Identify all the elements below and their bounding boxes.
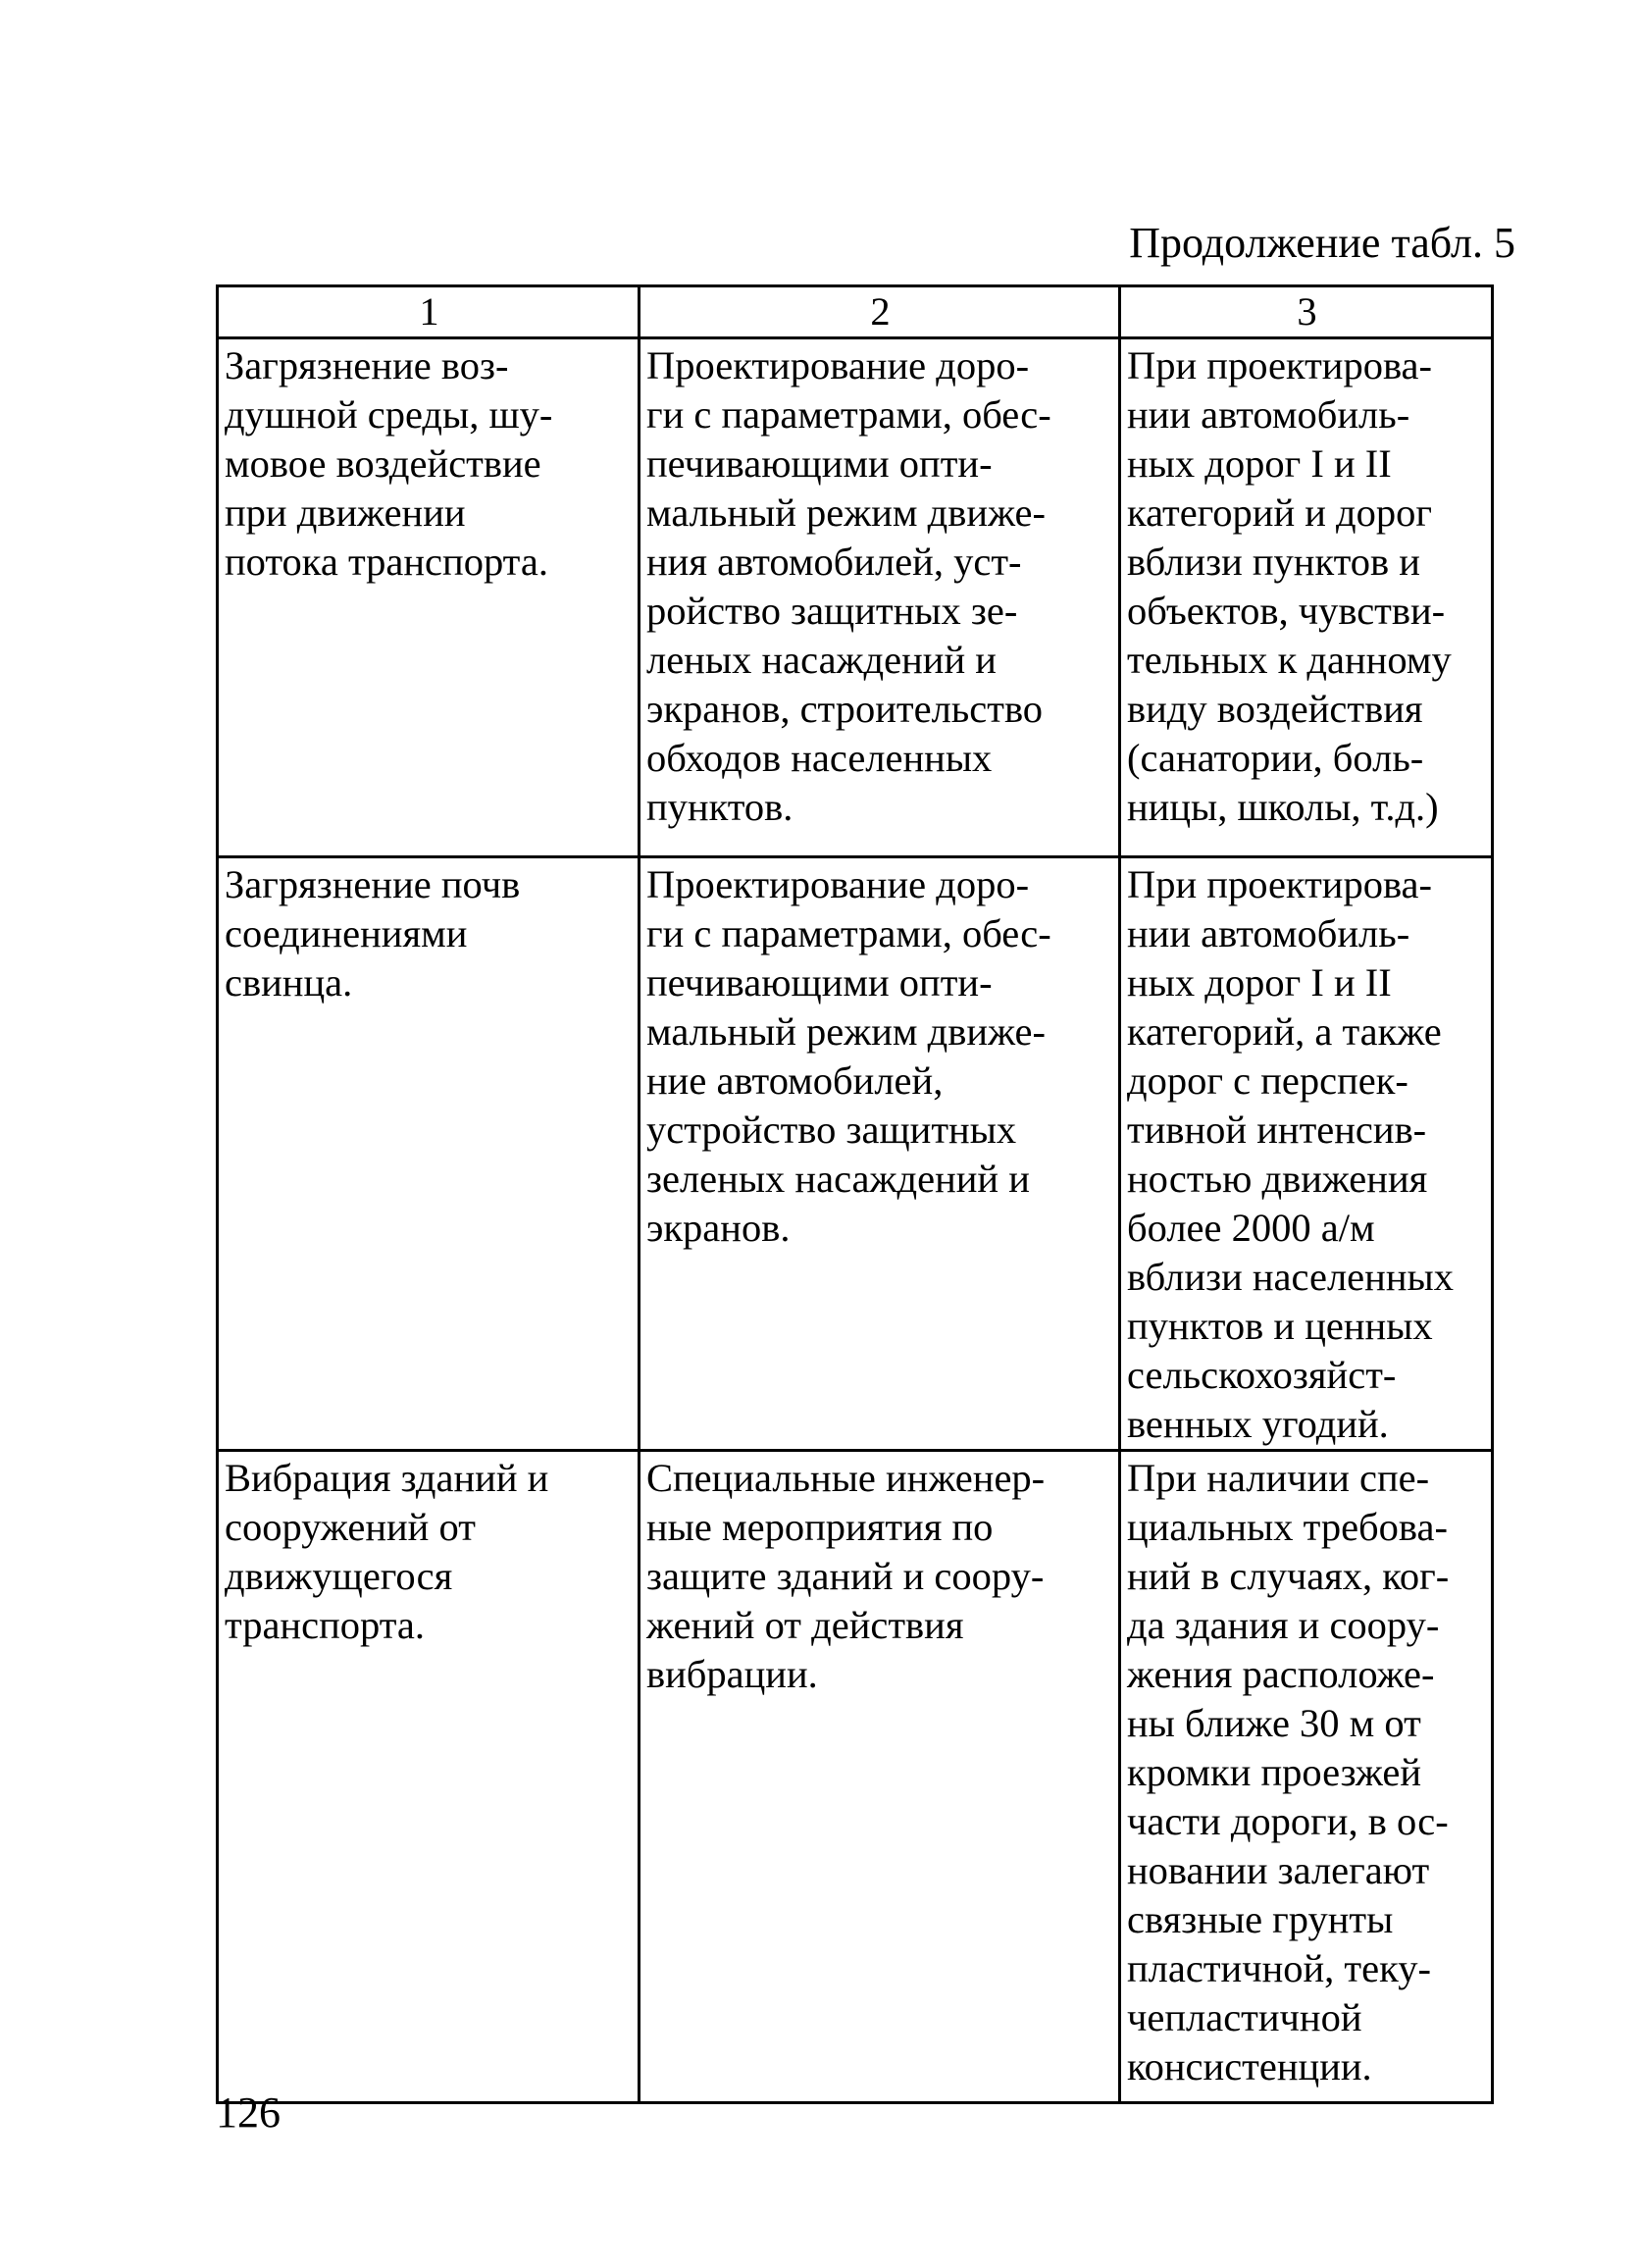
cell-line: мальный режим движе-: [646, 490, 1046, 535]
cell-line: объектов, чувстви-: [1127, 589, 1446, 633]
table-row: [218, 1451, 1493, 2103]
table-cell: [640, 338, 1120, 857]
cell-line: обходов населенных: [646, 736, 993, 780]
table-cell: [218, 1451, 640, 2103]
cell-line: Загрязнение почв: [225, 862, 521, 906]
cell-line: ные мероприятия по: [646, 1505, 994, 1549]
cell-line: вибрации.: [646, 1652, 818, 1696]
cell-line: пластичной, теку-: [1127, 1946, 1431, 1990]
cell-line: ны ближе 30 м от: [1127, 1701, 1421, 1745]
cell-line: тивной интенсив-: [1127, 1108, 1427, 1152]
cell-line: ных дорог I и II: [1127, 441, 1392, 486]
cell-line: соединениями: [225, 911, 468, 955]
table-caption: Продолжение табл. 5: [1129, 219, 1515, 267]
cell-line: виду воздействия: [1127, 687, 1423, 731]
cell-line: зеленых насаждений и: [646, 1157, 1030, 1201]
table: [216, 284, 1494, 2104]
cell-line: ний в случаях, ког-: [1127, 1554, 1450, 1598]
column-header: 3: [1120, 286, 1493, 338]
cell-line: пунктов.: [646, 785, 793, 829]
cell-line: печивающими опти-: [646, 441, 993, 486]
cell-line: жения расположе-: [1127, 1652, 1435, 1696]
table-cell: [218, 857, 640, 1451]
cell-line: нии автомобиль-: [1127, 392, 1410, 437]
cell-line: более 2000 а/м: [1127, 1206, 1375, 1250]
cell-line: при движении: [225, 490, 466, 535]
cell-line: мальный режим движе-: [646, 1009, 1046, 1054]
cell-line: защите зданий и соору-: [646, 1554, 1045, 1598]
cell-line: ных дорог I и II: [1127, 960, 1392, 1005]
cell-line: нии автомобиль-: [1127, 911, 1410, 955]
cell-line: При проектирова-: [1127, 343, 1433, 387]
cell-line: категорий и дорог: [1127, 490, 1433, 535]
cell-line: циальных требова-: [1127, 1505, 1448, 1549]
table-cell: [1120, 338, 1493, 857]
cell-line: Специальные инженер-: [646, 1456, 1046, 1500]
cell-line: экранов, строительство: [646, 687, 1044, 731]
cell-line: устройство защитных: [646, 1108, 1017, 1152]
table-header-row: [218, 286, 1493, 338]
table-cell: [218, 338, 640, 857]
cell-line: сооружений от: [225, 1505, 476, 1549]
table-row: [218, 857, 1493, 1451]
cell-line: сельскохозяйст-: [1127, 1353, 1397, 1397]
table-cell: [640, 857, 1120, 1451]
cell-line: вблизи пунктов и: [1127, 540, 1420, 584]
cell-line: ги с параметрами, обес-: [646, 911, 1051, 955]
cell-line: потока транспорта.: [225, 540, 548, 584]
cell-line: Проектирование доро-: [646, 862, 1030, 906]
cell-line: При проектирова-: [1127, 862, 1433, 906]
cell-line: категорий, а также: [1127, 1009, 1442, 1054]
cell-line: да здания и соору-: [1127, 1603, 1440, 1647]
cell-line: экранов.: [646, 1206, 791, 1250]
cell-line: печивающими опти-: [646, 960, 993, 1005]
cell-line: пунктов и ценных: [1127, 1304, 1433, 1348]
page-number: 126: [216, 2088, 281, 2137]
cell-line: движущегося: [225, 1554, 453, 1598]
cell-line: При наличии спе-: [1127, 1456, 1430, 1500]
cell-line: жений от действия: [646, 1603, 964, 1647]
cell-line: кромки проезжей: [1127, 1750, 1422, 1794]
table-cell: [1120, 1451, 1493, 2103]
cell-line: ницы, школы, т.д.): [1127, 785, 1439, 829]
cell-line: ройство защитных зе-: [646, 589, 1018, 633]
cell-line: консистенции.: [1127, 2044, 1372, 2088]
cell-line: Вибрация зданий и: [225, 1456, 549, 1500]
cell-line: душной среды, шу-: [225, 392, 553, 437]
cell-line: дорог с перспек-: [1127, 1058, 1408, 1103]
cell-line: транспорта.: [225, 1603, 426, 1647]
cell-line: чепластичной: [1127, 1995, 1362, 2039]
column-header: 1: [218, 286, 640, 338]
cell-line: венных угодий.: [1127, 1402, 1389, 1446]
cell-line: (санатории, боль-: [1127, 736, 1424, 780]
cell-line: леных насаждений и: [646, 638, 997, 682]
cell-line: ностью движения: [1127, 1157, 1428, 1201]
cell-line: связные грунты: [1127, 1897, 1394, 1941]
table-row: [218, 338, 1493, 857]
cell-line: ги с параметрами, обес-: [646, 392, 1051, 437]
cell-line: новании залегают: [1127, 1848, 1430, 1892]
table-cell: [640, 1451, 1120, 2103]
cell-line: ния автомобилей, уст-: [646, 540, 1022, 584]
cell-line: свинца.: [225, 960, 353, 1005]
table-cell: [1120, 857, 1493, 1451]
cell-line: мовое воздействие: [225, 441, 541, 486]
cell-line: Загрязнение воз-: [225, 343, 509, 387]
column-header: 2: [640, 286, 1120, 338]
cell-line: вблизи населенных: [1127, 1255, 1454, 1299]
cell-line: тельных к данному: [1127, 638, 1452, 682]
cell-line: части дороги, в ос-: [1127, 1799, 1449, 1843]
cell-line: ние автомобилей,: [646, 1058, 944, 1103]
cell-line: Проектирование доро-: [646, 343, 1030, 387]
